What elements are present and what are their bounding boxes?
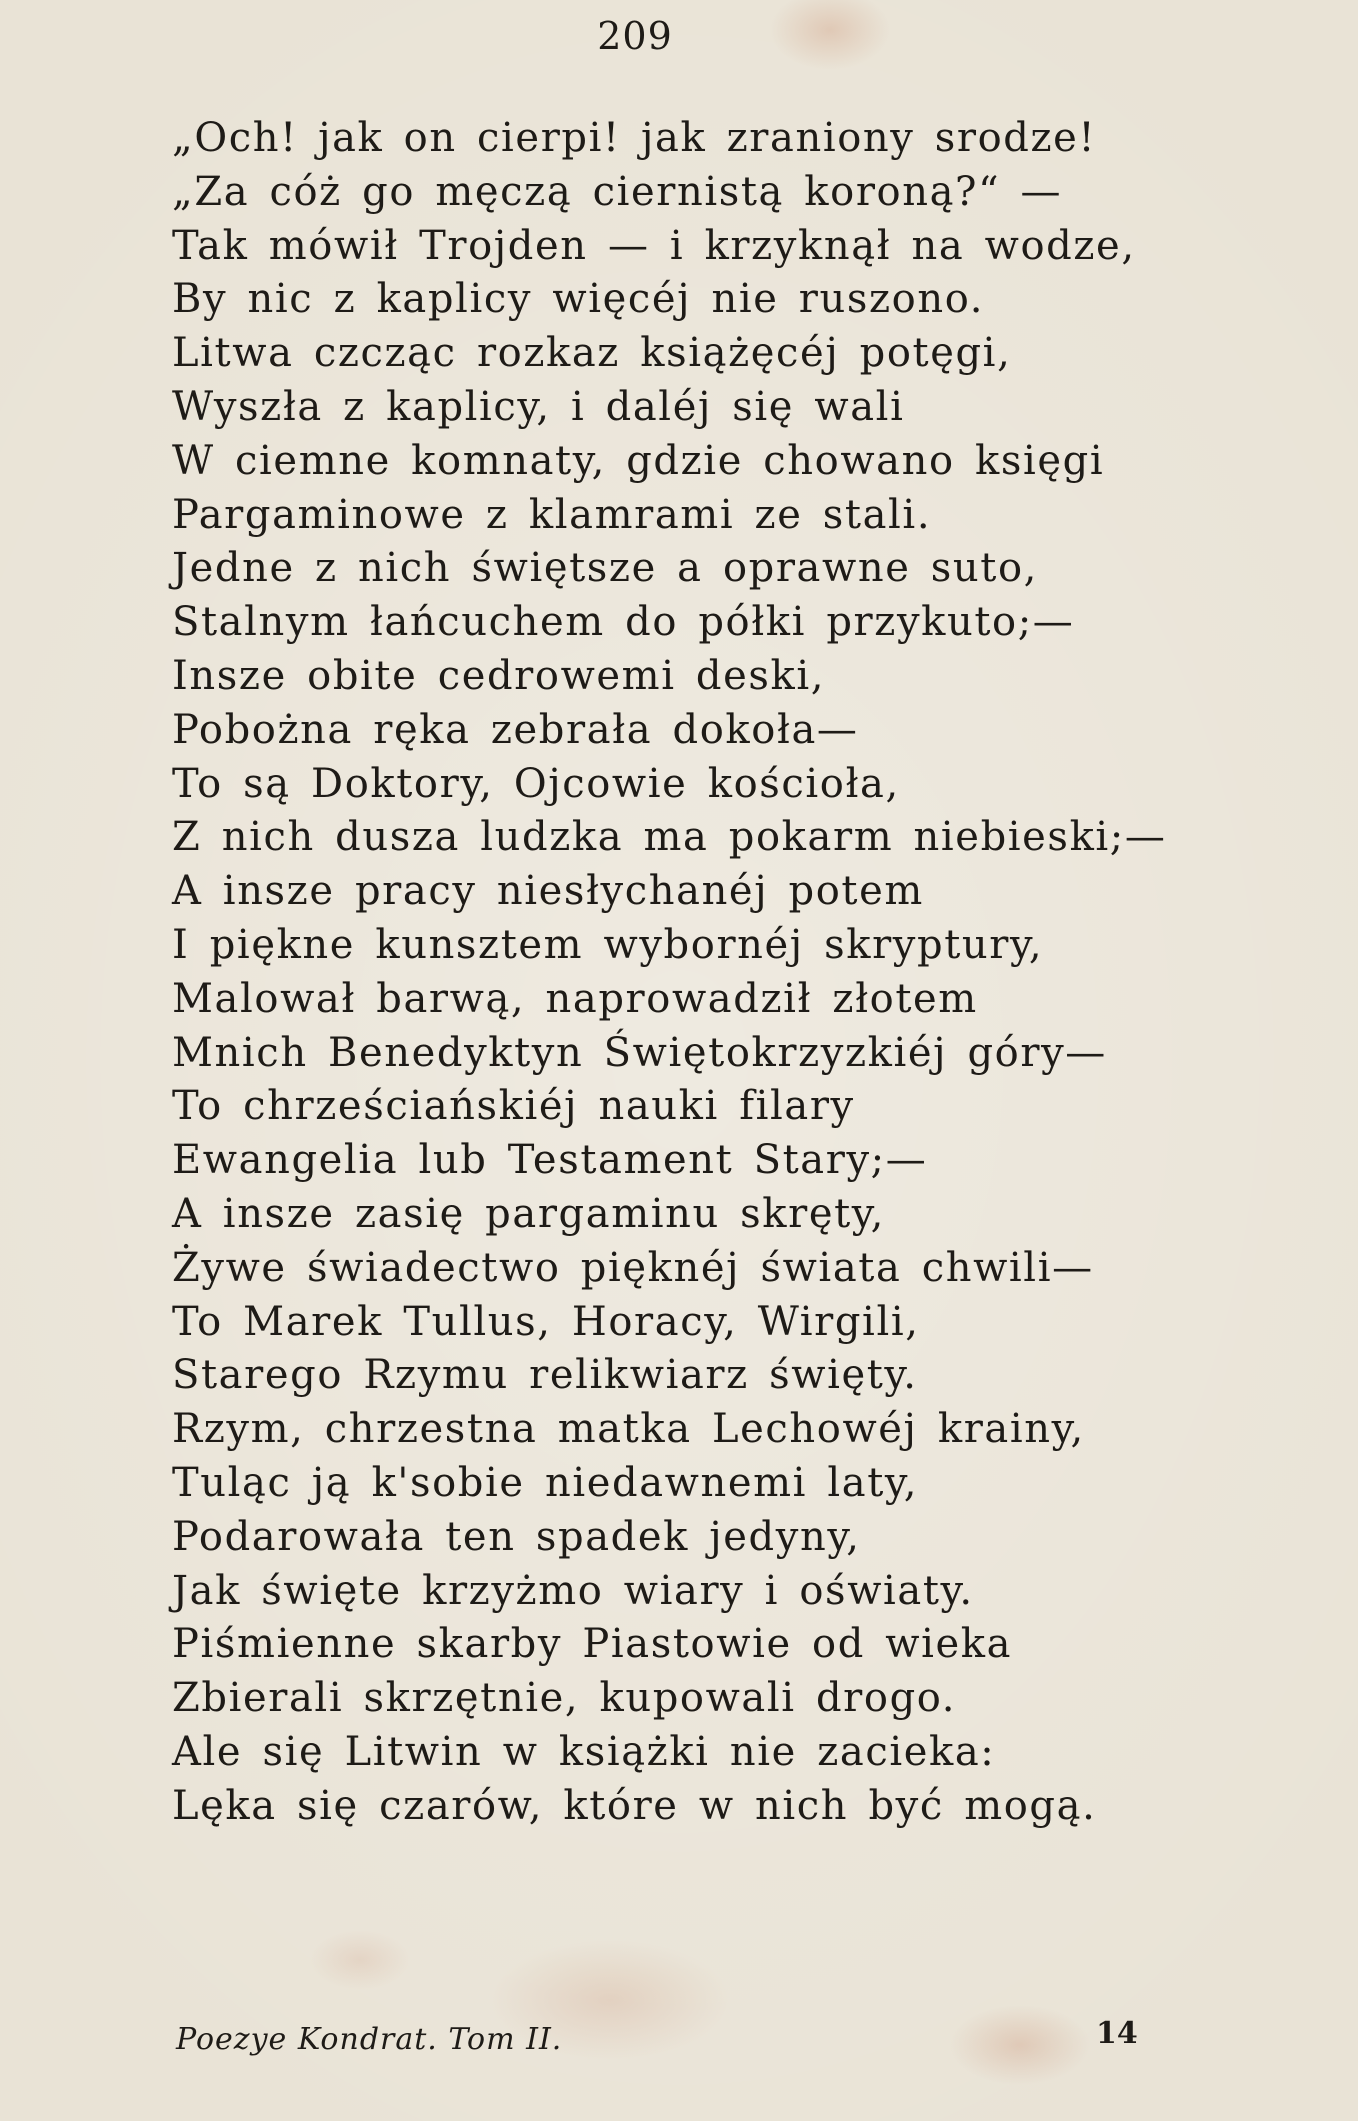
page-number: 209 <box>597 14 673 58</box>
poem-line: Mnich Benedyktyn Świętokrzyzkiéj góry— <box>172 1029 1107 1076</box>
poem-line: Z nich dusza ludzka ma pokarm niebieski;— <box>172 814 1167 861</box>
poem-line: To Marek Tullus, Horacy, Wirgili, <box>172 1298 920 1345</box>
sheet-number: 14 <box>1096 2016 1138 2051</box>
poem-line: Stalnym łańcuchem do półki przykuto;— <box>172 599 1075 646</box>
poem-line: Ale się Litwin w książki nie zacieka: <box>172 1728 996 1775</box>
poem-line: Podarowała ten spadek jedyny, <box>172 1513 861 1560</box>
poem-line: Tuląc ją k'sobie niedawnemi laty, <box>172 1459 919 1506</box>
poem-line: A insze pracy niesłychanéj potem <box>172 868 924 915</box>
poem-line: „Za cóż go męczą ciernistą koroną?“ — <box>172 168 1063 215</box>
poem-line: Litwa czcząc rozkaz książęcéj potęgi, <box>172 330 1012 377</box>
poem-line: By nic z kaplicy więcéj nie ruszono. <box>172 276 985 323</box>
poem-line: Jak święte krzyżmo wiary i oświaty. <box>172 1567 974 1614</box>
poem-line: Starego Rzymu relikwiarz święty. <box>172 1352 918 1399</box>
poem-line: To chrześciańskiéj nauki filary <box>172 1083 855 1130</box>
poem-line: Pargaminowe z klamrami ze stali. <box>172 491 932 538</box>
poem-line: Malował barwą, naprowadził złotem <box>172 975 978 1022</box>
poem-line: Insze obite cedrowemi deski, <box>172 652 826 699</box>
poem-line: Wyszła z kaplicy, i daléj się wali <box>172 383 905 430</box>
page-footer <box>176 2016 1176 2072</box>
printer-signature: Poezye Kondrat. Tom II. <box>176 2022 563 2057</box>
poem-line: Jedne z nich świętsze a oprawne suto, <box>172 545 1038 592</box>
poem-line: To są Doktory, Ojcowie kościoła, <box>172 760 900 807</box>
poem-line: Ewangelia lub Testament Stary;— <box>172 1137 928 1184</box>
poem-line: Piśmienne skarby Piastowie od wieka <box>172 1621 1013 1668</box>
poem-text <box>172 112 1292 1834</box>
poem-line: Zbierali skrzętnie, kupowali drogo. <box>172 1675 957 1722</box>
poem-line: A insze zasię pargaminu skręty, <box>172 1190 885 1237</box>
poem-line: Lęka się czarów, które w nich być mogą. <box>172 1782 1097 1829</box>
poem-line: I piękne kunsztem wybornéj skryptury, <box>172 921 1044 968</box>
poem-line: Tak mówił Trojden — i krzyknął na wodze, <box>172 222 1136 269</box>
poem-line: Pobożna ręka zebrała dokoła— <box>172 706 859 753</box>
poem-line: Żywe świadectwo pięknéj świata chwili— <box>172 1244 1094 1291</box>
poem-line: Rzym, chrzestna matka Lechowéj krainy, <box>172 1406 1085 1453</box>
poem-line: „Och! jak on cierpi! jak zraniony srodze! <box>172 115 1097 161</box>
poem-line: W ciemne komnaty, gdzie chowano księgi <box>172 437 1105 484</box>
